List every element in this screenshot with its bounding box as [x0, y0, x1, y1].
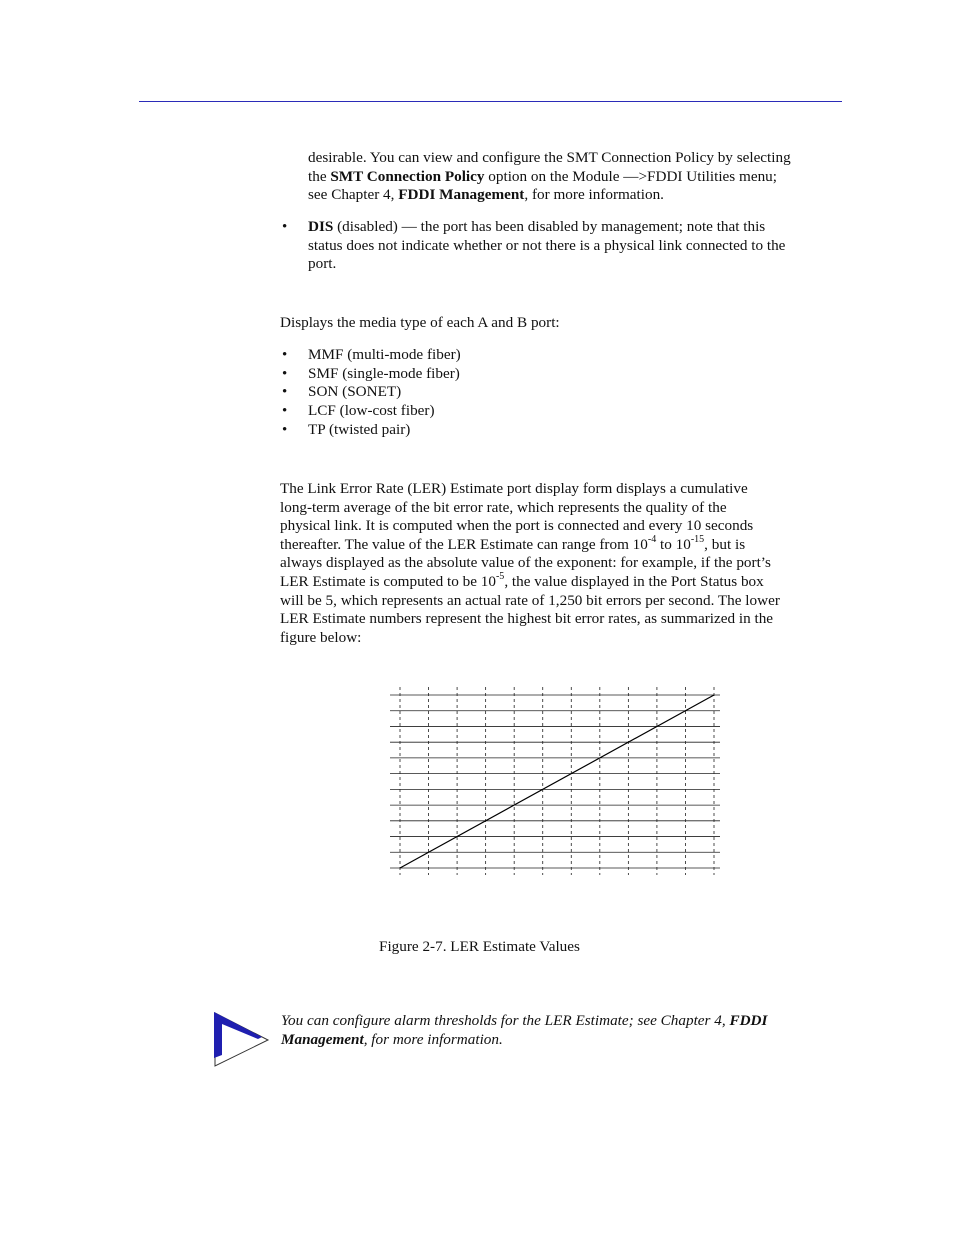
dis-paragraph: DIS (disabled) — the port has been disabled by management; note that this status does not indicate whether or not there is a physical link connected to the port.	[308, 218, 786, 273]
smt-policy-term: SMT Connection Policy	[330, 167, 485, 185]
note-text: You can configure alarm thresholds for the LER Estimate; see Chapter 4, FDDI Management, for more information.	[281, 1012, 768, 1048]
media-list-item: SMF (single-mode fiber)	[308, 364, 460, 382]
ler-paragraph: The Link Error Rate (LER) Estimate port display form displays a cumulative long-term average of the bit error rate, which represents the quality of the physical link. It is computed when the port is connected and every 10 seconds thereafter. The value of the LER Estimate can range from $10^{-4}$ to $10^{-15}$, but is always displayed as the absolute value of the exponent: for example, if the port’s LER Estimate is computed to be $10^{-5}$, the value displayed in the Port Status box will be 5, which represents an actual rate of 1,250 bit errors per second. The lower LER Estimate numbers represent the highest bit error rates, as summarized in the figure below:	[280, 480, 780, 646]
media-list-item: SON (SONET)	[308, 383, 402, 401]
intro-line-1: desirable. You can view and configure the SMT Connection Policy by selecting	[308, 149, 791, 166]
bullet-icon: •	[282, 384, 288, 401]
bullet-icon: •	[282, 347, 288, 363]
media-intro: Displays the media type of each A and B port:	[280, 314, 560, 331]
intro-line-2: the SMT Connection Policy option on the Module —>FDDI Utilities menu;	[308, 167, 777, 185]
note-icon	[212, 1010, 272, 1070]
media-list-item: TP (twisted pair)	[308, 420, 411, 438]
fddi-management-term: FDDI Management	[398, 186, 525, 204]
note-fddi-management-term: FDDI Management	[281, 1012, 768, 1048]
bullet-icon: •	[282, 421, 288, 438]
bullet-icon: •	[282, 219, 288, 235]
figure-caption: Figure 2-7. LER Estimate Values	[379, 938, 580, 955]
header-rule	[139, 101, 842, 102]
intro-line-3: see Chapter 4, FDDI Management, for more information.	[308, 186, 664, 204]
ler-chart	[388, 686, 724, 876]
ler-series-line	[400, 695, 714, 868]
intro-paragraph	[308, 149, 791, 205]
bullet-icon: •	[282, 365, 288, 382]
media-list-item: LCF (low-cost fiber)	[308, 402, 435, 420]
media-list-item: MMF (multi-mode fiber)	[308, 346, 461, 363]
bullet-icon: •	[282, 403, 288, 420]
dis-term: DIS	[308, 218, 334, 235]
